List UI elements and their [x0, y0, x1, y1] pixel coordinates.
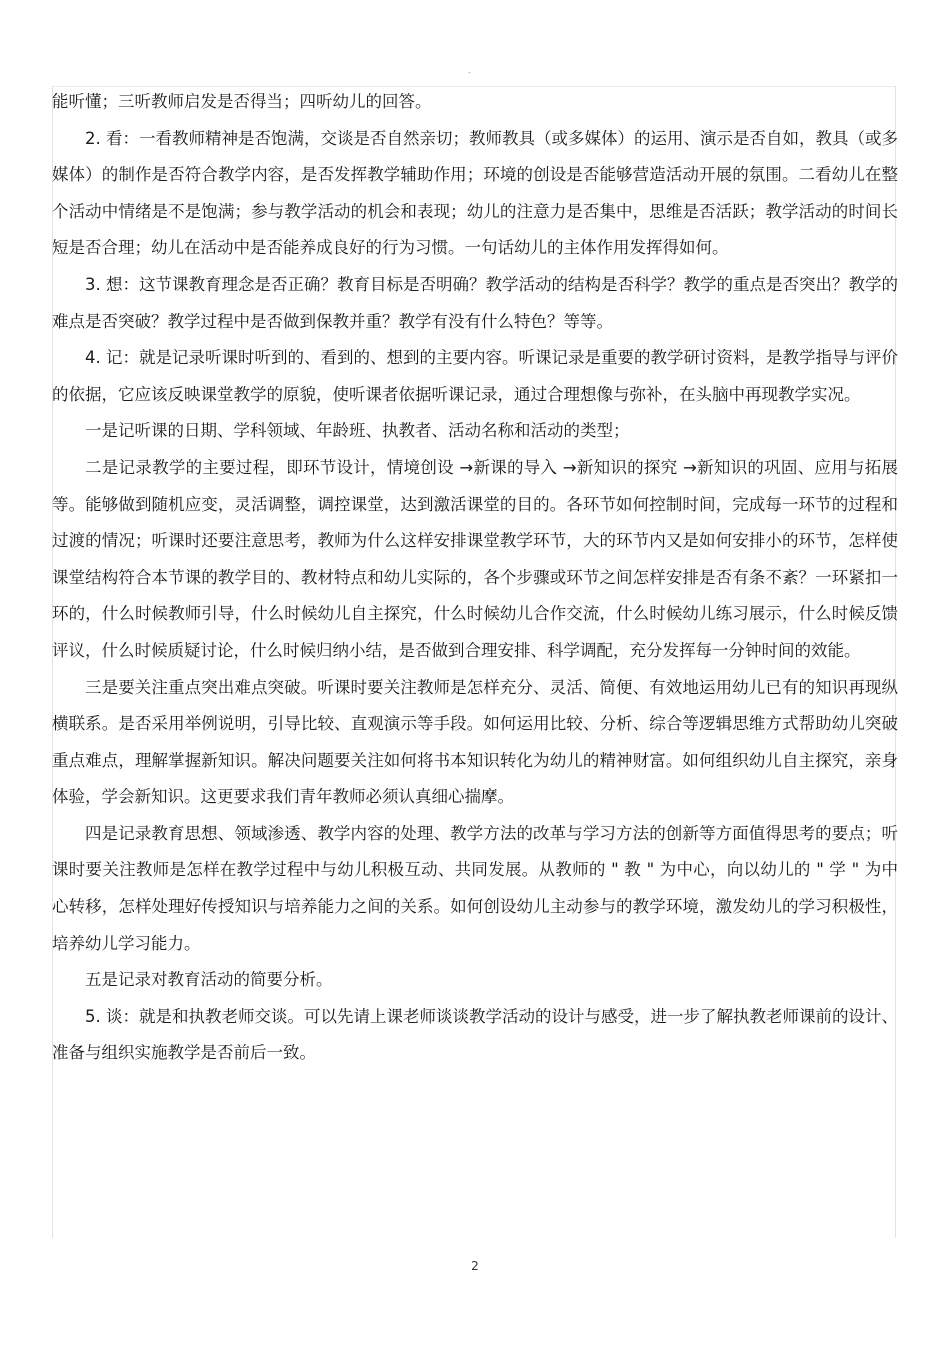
paragraph-record: 4. 记：就是记录听课时听到的、看到的、想到的主要内容。听课记录是重要的教学研讨资料，是教学指导与评价的依据，它应该反映课堂教学的原貌，使听课者依据听课记录，通过合理想像与弥补，在头脑中再现教学实况。	[52, 348, 898, 404]
paragraph-continuation: 能听懂；三听教师启发是否得当；四听幼儿的回答。	[52, 92, 432, 111]
page-number: 2	[471, 1259, 479, 1273]
paragraph-record-fourth: 四是记录教育思想、领域渗透、教学内容的处理、教学方法的改革与学习方法的创新等方面值得思考的要点；听课时要关注教师是怎样在教学过程中与幼儿积极互动、共同发展。从教师的 " 教 " 为中心，向以幼儿的 " 学 " 为中心转移，怎样处理好传授知识与培养能力之间的关系。如何创设幼儿主动参与的教学环境，激发幼儿的学习积极性，培养幼儿学习能力。	[52, 823, 898, 953]
header-mark: -	[468, 68, 471, 77]
paragraph-look: 2. 看：一看教师精神是否饱满，交谈是否自然亲切；教师教具（或多媒体）的运用、演示是否自如，教具（或多媒体）的制作是否符合教学内容，是否发挥教学辅助作用；环境的创设是否能够营造活动开展的氛围。二看幼儿在整个活动中情绪是不是饱满；参与教学活动的机会和表现；幼儿的注意力是否集中，思维是否活跃；教学活动的时间长短是否合理；幼儿在活动中是否能养成良好的行为习惯。一句话幼儿的主体作用发挥得如何。	[52, 128, 898, 258]
paragraph-record-fifth: 五是记录对教育活动的简要分析。	[85, 970, 333, 990]
paragraph-talk: 5. 谈：就是和执教老师交谈。可以先请上课老师谈谈教学活动的设计与感受，进一步了解执教老师课前的设计、准备与组织实施教学是否前后一致。	[52, 1006, 898, 1063]
paragraph-record-third: 三是要关注重点突出难点突破。听课时要关注教师是怎样充分、灵活、简便、有效地运用幼儿已有的知识再现纵横联系。是否采用举例说明，引导比较、直观演示等手段。如何运用比较、分析、综合等逻辑思维方式帮助幼儿突破重点难点，理解掌握新知识。解决问题要关注如何将书本知识转化为幼儿的精神财富。如何组织幼儿自主探究，亲身体验，学会新知识。这更要求我们青年教师必须认真细心揣摩。	[52, 677, 898, 807]
paragraph-record-first: 一是记听课的日期、学科领域、年龄班、执教者、活动名称和活动的类型；	[85, 421, 630, 441]
document-body	[52, 84, 898, 1072]
paragraph-think: 3. 想：这节课教育理念是否正确？教育目标是否明确？教学活动的结构是否科学？教学的重点是否突出？教学的难点是否突破？教学过程中是否做到保教并重？教学有没有什么特色？等等。	[52, 274, 898, 331]
paragraph-record-second: 二是记录教学的主要过程，即环节设计，情境创设 →新课的导入 →新知识的探究 →新知识的巩固、应用与拓展等。能够做到随机应变，灵活调整，调控课堂，达到激活课堂的目的。各环节如何控制时间，完成每一环节的过程和过渡的情况；听课时还要注意思考，教师为什么这样安排课堂教学环节，大的环节内又是如何安排小的环节，怎样使课堂结构符合本节课的教学目的、教材特点和幼儿实际的，各个步骤或环节之间怎样安排是否有条不紊？一环紧扣一环的，什么时候教师引导，什么时候幼儿自主探究，什么时候幼儿合作交流，什么时候幼儿练习展示，什么时候反馈评议，什么时候质疑讨论，什么时候归纳小结，是否做到合理安排、科学调配，充分发挥每一分钟时间的效能。	[52, 457, 898, 660]
